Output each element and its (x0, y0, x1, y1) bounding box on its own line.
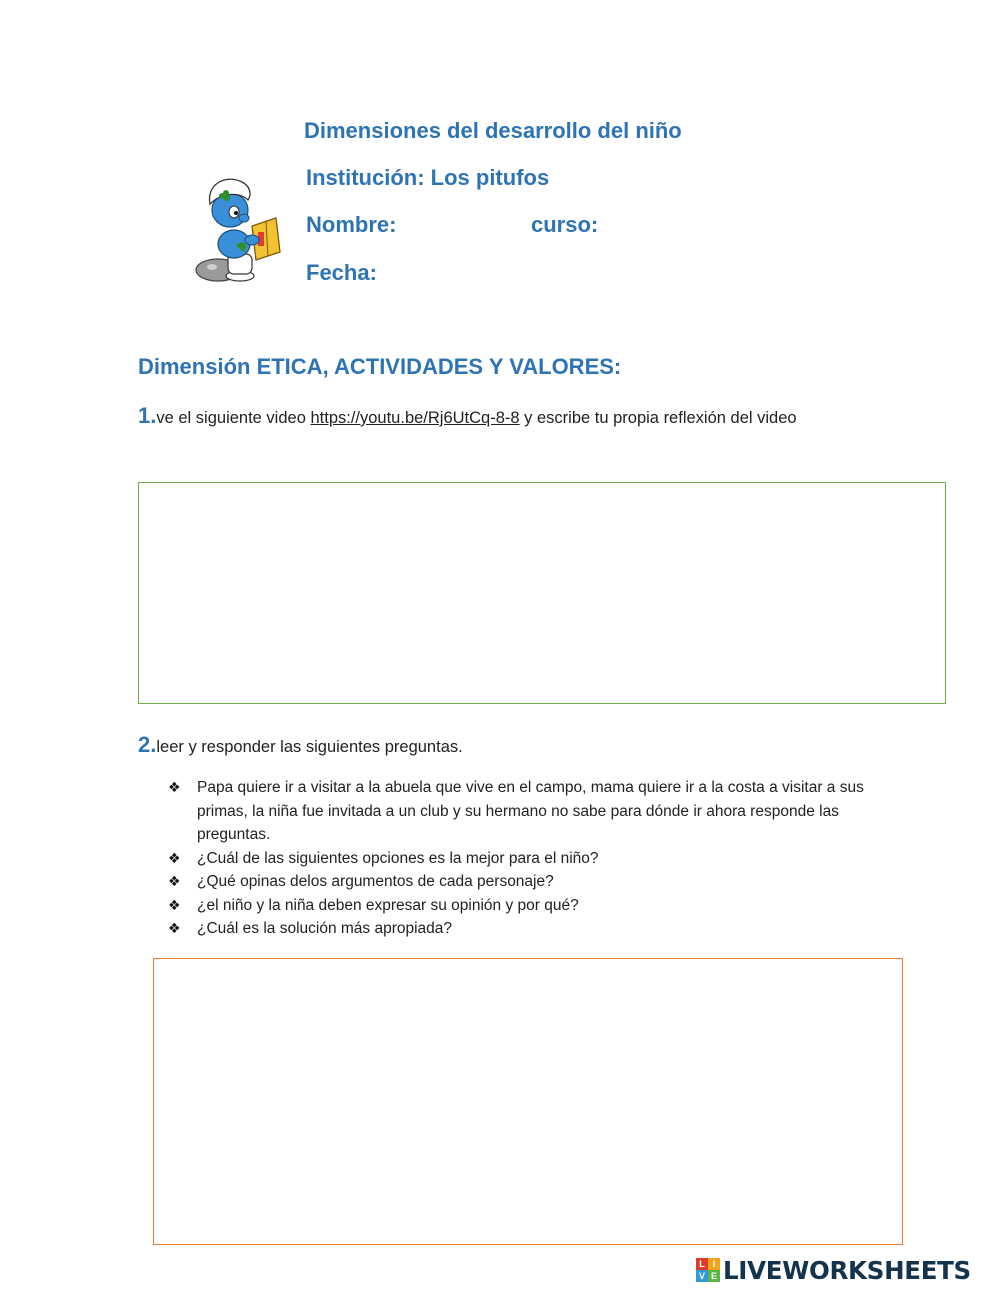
diamond-bullet-icon: ❖ (168, 873, 181, 889)
question-1 (138, 402, 838, 432)
question-list (168, 776, 868, 941)
question-2-number: 2. (138, 732, 157, 757)
question-1-text: ve el siguiente video (156, 409, 311, 427)
answer-box-2[interactable] (153, 958, 903, 1245)
smurf-illustration (192, 174, 288, 286)
list-item (168, 870, 868, 894)
list-item (168, 776, 868, 847)
section-heading: Dimensión ETICA, ACTIVIDADES Y VALORES: (138, 354, 622, 379)
list-item (168, 917, 868, 941)
question-1-number: 1. (138, 403, 157, 428)
question-2 (138, 732, 463, 758)
diamond-bullet-icon: ❖ (168, 779, 181, 795)
question-1-text-end: y escribe tu propia reflexión del video (519, 409, 797, 427)
brand-name: LIVEWORKSHEETS (723, 1255, 971, 1285)
list-item-text: ¿el niño y la niña deben expresar su opinión y por qué? (197, 896, 579, 914)
answer-box-1[interactable] (138, 482, 946, 704)
diamond-bullet-icon: ❖ (168, 920, 181, 936)
list-item-text: ¿Cuál es la solución más apropiada? (197, 920, 453, 937)
video-link[interactable]: https://youtu.be/Rj6UtCq-8-8 (310, 409, 520, 427)
list-item-text: ¿Cuál de las siguientes opciones es la mejor para el niño? (197, 849, 599, 867)
list-item-text: ¿Qué opinas delos argumentos de cada personaje? (197, 873, 554, 890)
date-label: Fecha: (306, 260, 377, 285)
diamond-bullet-icon: ❖ (168, 896, 181, 913)
liveworksheets-logo-icon: L I V E (696, 1258, 720, 1282)
name-label: Nombre: (306, 212, 397, 237)
list-item (168, 894, 868, 918)
list-item (168, 847, 868, 871)
course-label: curso: (531, 212, 599, 237)
worksheet-title: Dimensiones del desarrollo del niño (304, 118, 682, 143)
question-2-text: leer y responder las siguientes preguntas. (156, 738, 463, 756)
diamond-bullet-icon: ❖ (168, 849, 181, 866)
list-item-text: Papa quiere ir a visitar a la abuela que vive en el campo, mama quiere ir a la costa a visitar a sus primas, la niña fue invitada a un club y su hermano no sabe para dónde ir ahora responde las preguntas. (197, 779, 864, 843)
liveworksheets-brand (696, 1255, 971, 1285)
institution-label: Institución: Los pitufos (306, 165, 550, 190)
